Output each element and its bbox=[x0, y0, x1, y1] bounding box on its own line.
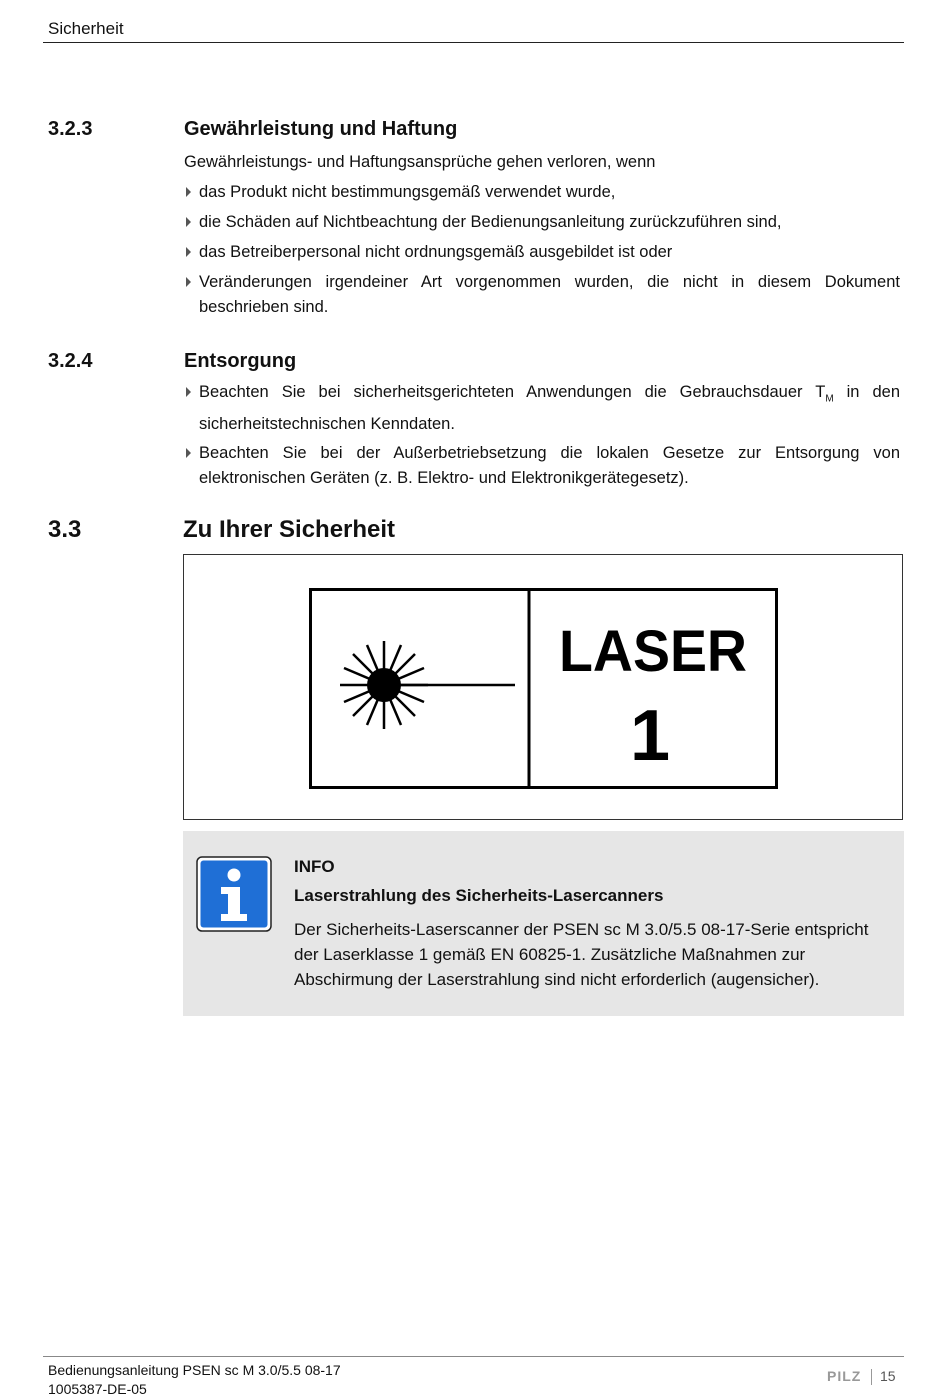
bullet-arrow-icon bbox=[186, 217, 191, 227]
section-3-2-3-intro: Gewährleistungs- und Haftungsansprüche gehen verloren, wenn bbox=[184, 153, 656, 171]
section-3-2-4-bullet-list bbox=[184, 380, 900, 495]
bullet-arrow-icon bbox=[186, 187, 191, 197]
info-label: INFO bbox=[294, 857, 335, 876]
list-item: das Produkt nicht bestimmungsgemäß verwendet wurde, bbox=[184, 180, 900, 205]
section-3-2-4-title: Entsorgung bbox=[184, 350, 297, 372]
section-3-2-3-title: Gewährleistung und Haftung bbox=[184, 118, 458, 140]
footer-doc-title: Bedienungsanleitung PSEN sc M 3.0/5.5 08-17 bbox=[48, 1362, 341, 1378]
section-3-3-number: 3.3 bbox=[48, 516, 82, 543]
section-3-2-4-number: 3.2.4 bbox=[48, 350, 93, 372]
bullet-arrow-icon bbox=[186, 277, 191, 287]
info-body: Der Sicherheits-Laserscanner der PSEN sc M 3.0/5.5 08-17-Serie entspricht der Laserklasse 1 gemäß EN 60825-1. Zusätzliche Maßnahmen zur Abschirmung der Laserstrahlung sind nicht erforderlich (augensicher). bbox=[294, 920, 869, 989]
list-item: Veränderungen irgendeiner Art vorgenommen wurden, die nicht in diesem Dokument beschrieben sind. bbox=[184, 270, 900, 319]
bullet-arrow-icon bbox=[186, 247, 191, 257]
running-header-title: Sicherheit bbox=[48, 19, 124, 38]
footer-rule bbox=[43, 1356, 904, 1357]
footer-brand-logo: PILZ bbox=[827, 1368, 862, 1384]
bullet-arrow-icon bbox=[186, 448, 191, 458]
list-item: das Betreiberpersonal nicht ordnungsgemäß ausgebildet ist oder bbox=[184, 240, 900, 265]
footer-separator bbox=[871, 1369, 872, 1385]
list-item: die Schäden auf Nichtbeachtung der Bedienungsanleitung zurückzuführen sind, bbox=[184, 210, 900, 235]
footer-page-number: 15 bbox=[880, 1368, 896, 1384]
footer-doc-number: 1005387-DE-05 bbox=[48, 1381, 147, 1397]
list-item: Beachten Sie bei der Außerbetriebsetzung die lokalen Gesetze zur Entsorgung von elektronischen Geräten (z. B. Elektro- und Elektronikgerätegesetz). bbox=[184, 441, 900, 490]
laser-label-word: LASER bbox=[559, 619, 747, 684]
bullet-arrow-icon bbox=[186, 387, 191, 397]
header-rule bbox=[43, 42, 904, 43]
laser-class-number: 1 bbox=[629, 696, 671, 776]
section-3-3-title: Zu Ihrer Sicherheit bbox=[183, 516, 396, 543]
section-3-2-3-bullet-list bbox=[184, 180, 900, 325]
info-title: Laserstrahlung des Sicherheits-Lasercanners bbox=[294, 886, 664, 905]
info-icon bbox=[196, 856, 272, 932]
list-item: Beachten Sie bei sicherheitsgerichteten Anwendungen die Gebrauchsdauer $T_M$ in den sicherheitstechnischen Kenndaten. bbox=[184, 380, 900, 436]
laser-class-label bbox=[309, 588, 779, 790]
section-3-2-3-number: 3.2.3 bbox=[48, 118, 93, 140]
